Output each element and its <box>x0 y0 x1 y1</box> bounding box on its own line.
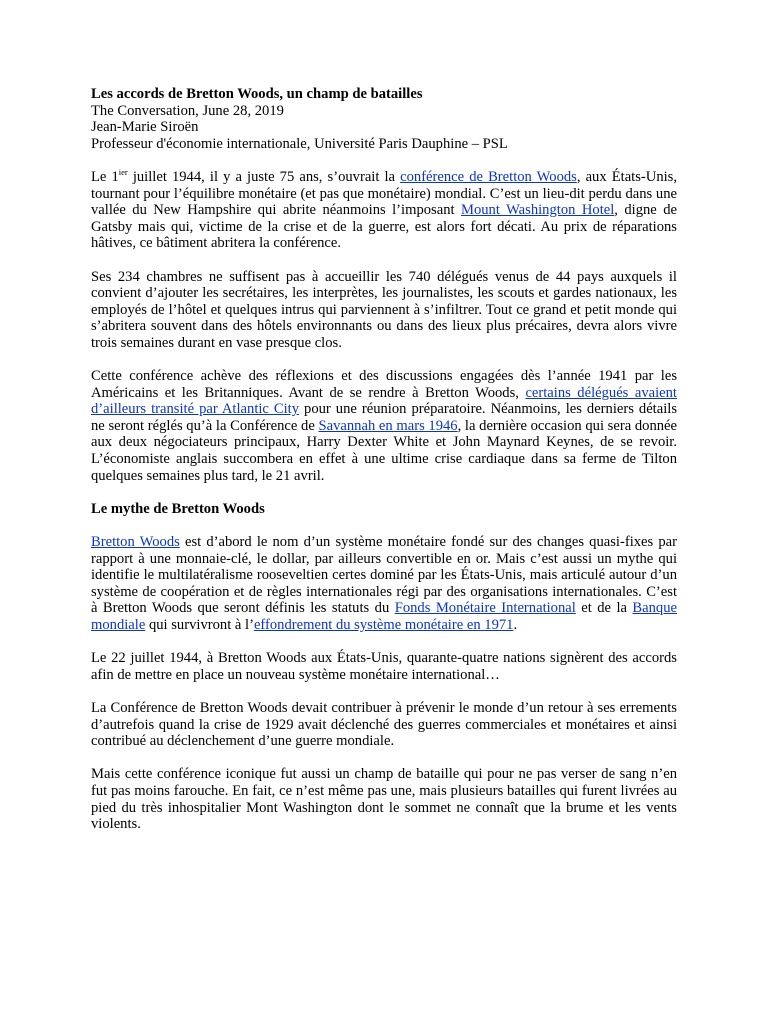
paragraph-3 <box>91 368 677 484</box>
paragraph-text: qui survivront à l’ <box>145 617 254 633</box>
paragraph-2: Ses 234 chambres ne suffisent pas à accueillir les 740 délégués venus de 44 pays auxquels il convient d’ajouter les secrétaires, les interprètes, les journalistes, les scouts et gardes nationaux, les employés de l’hôtel et quelques intrus qui parviennent à s’infiltrer. Tout ce grand et petit monde qui s’abritera souvent dans des hôtels environnants ou dans des lieux plus précaires, devra alors vivre trois semaines durant en vase presque clos. <box>91 268 677 351</box>
paragraph-text: . <box>513 617 518 633</box>
paragraph-text: , aux États-Unis, tournant pour l’équilibre monétaire (et pas que monétaire) mondial. C’est un lieu-dit perdu dans une vallée du New Hampshire qui abrite néanmoins l’imposant <box>91 168 677 219</box>
author-affiliation: Professeur d'économie internationale, Université Paris Dauphine – PSL <box>91 135 508 152</box>
paragraph-text: , digne de Gatsby mais qui, victime de la crise et de la guerre, est alors fort décati. Au prix de réparations hâtives, ce bâtiment abritera la conférence. <box>91 202 677 252</box>
article-title: Les accords de Bretton Woods, un champ de batailles <box>91 86 423 102</box>
link-atlantic-city[interactable]: certains délégués avaient d’ailleurs transité par Atlantic City <box>91 384 677 418</box>
link-banque-mondiale[interactable]: Banque mondiale <box>91 600 678 633</box>
link-bretton-woods[interactable]: Bretton Woods <box>91 534 180 551</box>
link-fmi[interactable]: Fonds Monétaire International <box>394 600 576 617</box>
article-source: The Conversation, June 28, 2019 <box>91 102 284 119</box>
paragraph-text: Le 1 <box>91 168 119 185</box>
link-mount-washington-hotel[interactable]: Mount Washington Hotel <box>460 202 615 219</box>
paragraph-5: Le 22 juillet 1944, à Bretton Woods aux États-Unis, quarante-quatre nations signèrent des accords afin de mettre en place un nouveau système monétaire international… <box>91 650 677 683</box>
paragraph-4 <box>91 534 677 634</box>
paragraph-1 <box>91 166 677 252</box>
document-page <box>91 86 677 833</box>
paragraph-7: Mais cette conférence iconique fut aussi un champ de bataille qui pour ne pas verser de sang n’en fut pas moins farouche. En fait, ce n’est même pas une, mais plusieurs batailles qui furent livrées au pied du très inhospitalier Mont Washington dont le sommet ne connaît que la brume et les vents violents. <box>91 766 677 833</box>
link-effondrement-1971[interactable]: effondrement du système monétaire en 1971 <box>253 617 514 633</box>
ordinal-superscript: ier <box>118 166 128 177</box>
link-savannah-1946[interactable]: Savannah en mars 1946 <box>318 417 458 434</box>
paragraph-text: pour une réunion préparatoire. Néanmoins, les derniers détails ne seront réglés qu’à la Conférence de <box>91 401 678 434</box>
paragraph-text: est d’abord le nom d’un système monétaire fondé sur des changes quasi-fixes par rapport à une monnaie-clé, le dollar, par ailleurs convertible en or. Mais c’est aussi un mythe qui identifie le multilatéralisme rooseveltien certes dominé par les États-Unis, mais articulé autour d’un système de coopération et de règles internationales régi par des organisations internationales. C’est à Bretton Woods que seront définis les statuts du <box>91 534 677 617</box>
article-author: Jean-Marie Siroën <box>91 119 199 136</box>
paragraph-text: juillet 1944, il y a juste 75 ans, s’ouvrait la <box>127 168 401 185</box>
paragraph-6: La Conférence de Bretton Woods devait contribuer à prévenir le monde d’un retour à ses errements d’autrefois quand la crise de 1929 avait déclenché des guerres commerciales et monétaires et ainsi contribué au déclenchement d’une guerre mondiale. <box>91 699 677 750</box>
paragraph-text: et de la <box>575 600 633 617</box>
paragraph-text: Cette conférence achève des réflexions et des discussions engagées dès l’année 1941 par les Américains et les Britanniques. Avant de se rendre à Bretton Woods, <box>91 368 677 401</box>
link-conference-bretton-woods[interactable]: conférence de Bretton Woods <box>400 168 577 185</box>
section-heading: Le mythe de Bretton Woods <box>91 500 265 517</box>
paragraph-text: , la dernière occasion qui sera donnée aux deux négociateurs principaux, Harry Dexter White et John Maynard Keynes, de se revoir. L’économiste anglais succombera en effet à une ultime crise cardiaque dans sa ferme de Tilton quelques semaines plus tard, le 21 avril. <box>91 417 677 484</box>
